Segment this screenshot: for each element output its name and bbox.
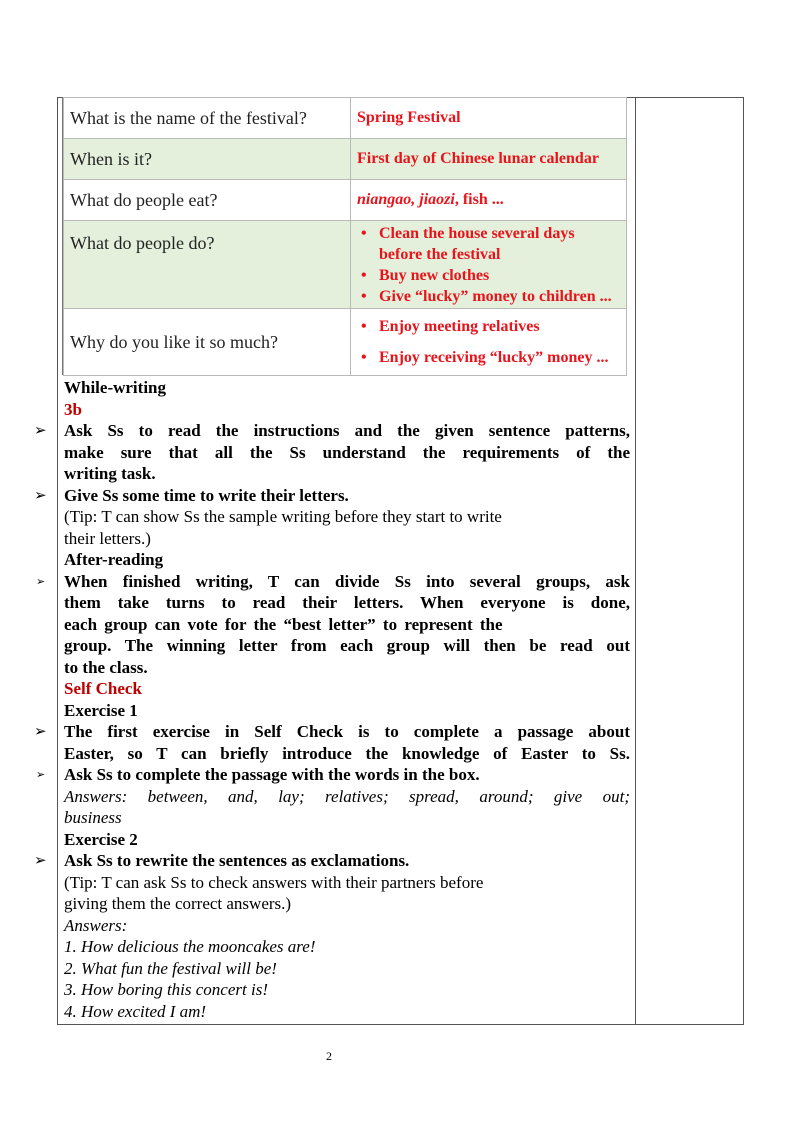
answer-item: 4. How excited I am!	[64, 1001, 207, 1021]
list-item-continued	[357, 244, 626, 265]
exercise-heading: Exercise 2	[64, 829, 138, 849]
instruction-line: to the class.	[64, 657, 148, 677]
tip-line: (Tip: T can show Ss the sample writing before they start to write	[64, 507, 502, 526]
section-heading: Self Check	[64, 679, 142, 698]
answers-line: Answers: between, and, lay; relatives; spread, around; give out;	[64, 786, 630, 806]
instruction-line: ➢ When finished writing, T can divide Ss into several groups, ask	[36, 571, 630, 591]
list-item: • Enjoy meeting relatives	[357, 316, 626, 337]
table-row	[64, 309, 627, 376]
list-item: • Enjoy receiving “lucky” money ...	[357, 347, 626, 368]
table-row	[64, 98, 627, 139]
arrow-bullet-icon: ➢	[34, 851, 47, 869]
arrow-bullet-icon: ➢	[34, 421, 47, 439]
instruction-line: them take turns to read their letters. When everyone is done,	[64, 593, 630, 612]
answers-label: Answers:	[64, 915, 128, 935]
instruction-line: group. The winning letter from each group will then be read out	[64, 636, 630, 655]
question-cell: Why do you like it so much?	[64, 309, 351, 376]
tip-line: their letters.)	[64, 528, 151, 548]
answer-cell	[351, 180, 627, 221]
section-subheading: 3b	[64, 399, 82, 419]
instruction-line: each group can vote for the “best letter” to represent the	[64, 614, 503, 634]
instruction-line: writing task.	[64, 464, 156, 483]
page-number: 2	[326, 1049, 332, 1063]
instruction-line: ➢ Ask Ss to read the instructions and the given sentence patterns,	[34, 421, 630, 440]
answer-cell: Spring Festival	[351, 98, 627, 139]
lesson-content	[34, 377, 630, 1022]
table-row	[64, 180, 627, 221]
section-heading: While-writing	[64, 378, 166, 397]
list-item: • Buy new clothes	[357, 265, 626, 286]
table-row	[64, 221, 627, 309]
answer-rest: , fish ...	[454, 191, 504, 208]
festival-qa-table	[63, 97, 627, 376]
answer-cell: First day of Chinese lunar calendar	[351, 139, 627, 180]
question-cell: What do people eat?	[64, 180, 351, 221]
answer-item: 1. How delicious the mooncakes are!	[64, 937, 316, 956]
answer-item: 2. What fun the festival will be!	[64, 958, 277, 978]
instruction-line: ➢ The first exercise in Self Check is to complete a passage about	[34, 722, 630, 741]
question-cell: What is the name of the festival?	[64, 98, 351, 139]
column-divider	[635, 97, 636, 1025]
arrow-bullet-icon: ➢	[34, 485, 47, 504]
arrow-bullet-icon: ➢	[36, 574, 46, 588]
list-item: • Give “lucky” money to children ...	[357, 286, 626, 307]
list-item: • Clean the house several days	[357, 223, 626, 244]
answer-cell	[351, 309, 627, 376]
table-row	[64, 139, 627, 180]
tip-line: (Tip: T can ask Ss to check answers with their partners before	[64, 872, 484, 892]
instruction-line: make sure that all the Ss understand the requirements of the	[64, 442, 630, 462]
section-heading: After-reading	[64, 550, 164, 569]
question-cell: When is it?	[64, 139, 351, 180]
answers-line: business	[64, 808, 122, 827]
arrow-bullet-icon: ➢	[34, 722, 47, 740]
instruction-line: ➢ Ask Ss to rewrite the sentences as exclamations.	[34, 851, 410, 870]
arrow-bullet-icon: ➢	[36, 768, 46, 781]
tip-line: giving them the correct answers.)	[64, 894, 292, 913]
list-item-text: before the festival	[379, 245, 501, 263]
exercise-heading: Exercise 1	[64, 700, 138, 720]
instruction-line: ➢ Ask Ss to complete the passage with the words in the box.	[36, 765, 480, 784]
instruction-line: ➢ Give Ss some time to write their letters.	[34, 485, 349, 505]
answer-cell	[351, 221, 627, 309]
question-cell: What do people do?	[64, 221, 351, 309]
answer-item: 3. How boring this concert is!	[64, 980, 268, 999]
answer-italic: niangao, jiaozi	[357, 191, 455, 208]
instruction-line: Easter, so T can briefly introduce the knowledge of Easter to Ss.	[64, 743, 630, 763]
